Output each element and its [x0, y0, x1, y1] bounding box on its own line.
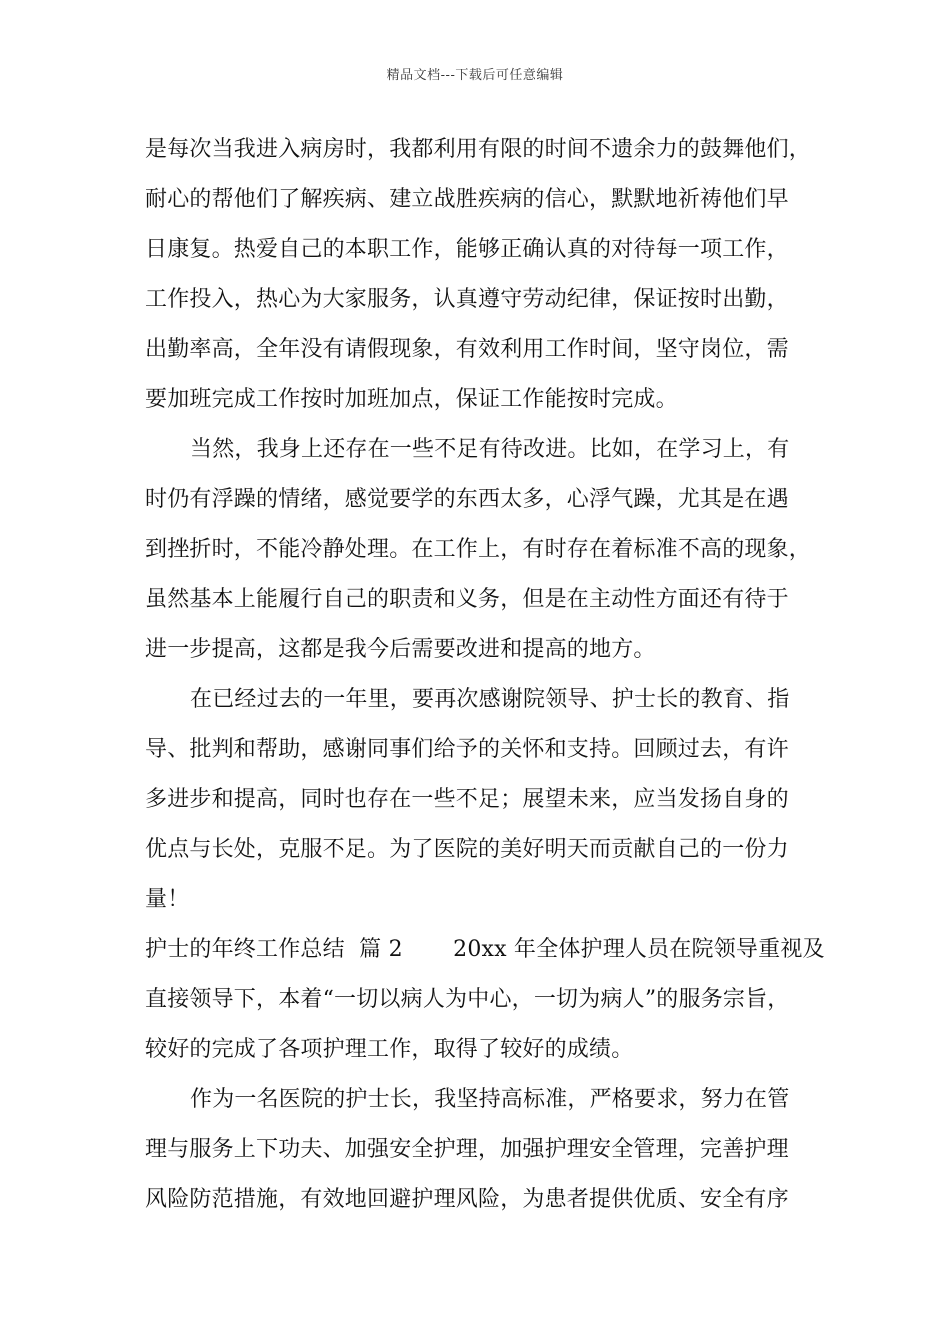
- text-line: 理与服务上下功夫、加强安全护理，加强护理安全管理，完善护理: [145, 1137, 789, 1162]
- text-line: 出勤率高，全年没有请假现象，有效利用工作时间，坚守岗位，需: [145, 337, 789, 362]
- page-header: 精品文档---下载后可任意编辑: [386, 68, 564, 83]
- text-line: 较好的完成了各项护理工作，取得了较好的成绩。: [145, 1037, 634, 1062]
- text-line: 虽然基本上能履行自己的职责和义务，但是在主动性方面还有待于: [145, 587, 789, 612]
- paragraph-first-line: 当然，我身上还存在一些不足有待改进。比如，在学习上，有: [190, 437, 790, 462]
- text-line: 多进步和提高，同时也存在一些不足；展望未来，应当发扬自身的: [145, 787, 789, 812]
- text-line: 到挫折时，不能冷静处理。在工作上，有时存在着标准不高的现象，: [145, 537, 812, 562]
- paragraph-first-line: 作为一名医院的护士长，我坚持高标准，严格要求，努力在管: [190, 1087, 790, 1112]
- text-line: 进一步提高，这都是我今后需要改进和提高的地方。: [145, 637, 656, 662]
- section-title-line: 护士的年终工作总结 篇 2 20xx 年全体护理人员在院领导重视及: [145, 937, 825, 962]
- text-line: 是每次当我进入病房时，我都利用有限的时间不遗余力的鼓舞他们，: [145, 137, 812, 162]
- text-line: 时仍有浮躁的情绪，感觉要学的东西太多，心浮气躁，尤其是在遇: [145, 487, 789, 512]
- paragraph-first-line: 在已经过去的一年里，要再次感谢院领导、护士长的教育、指: [190, 687, 790, 712]
- text-line: 日康复。热爱自己的本职工作，能够正确认真的对待每一项工作，: [145, 237, 789, 262]
- text-line: 直接领导下，本着“一切以病人为中心，一切为病人”的服务宗旨，: [145, 987, 790, 1012]
- text-line: 风险防范措施，有效地回避护理风险，为患者提供优质、安全有序: [145, 1187, 789, 1212]
- text-line: 优点与长处，克服不足。为了医院的美好明天而贡献自己的一份力: [145, 837, 789, 862]
- text-line: 量！: [145, 887, 190, 912]
- text-line: 耐心的帮他们了解疾病、建立战胜疾病的信心，默默地祈祷他们早: [145, 187, 789, 212]
- text-line: 工作投入，热心为大家服务，认真遵守劳动纪律，保证按时出勤，: [145, 287, 789, 312]
- text-line: 要加班完成工作按时加班加点，保证工作能按时完成。: [145, 387, 678, 412]
- text-line: 导、批判和帮助，感谢同事们给予的关怀和支持。回顾过去，有许: [145, 737, 789, 762]
